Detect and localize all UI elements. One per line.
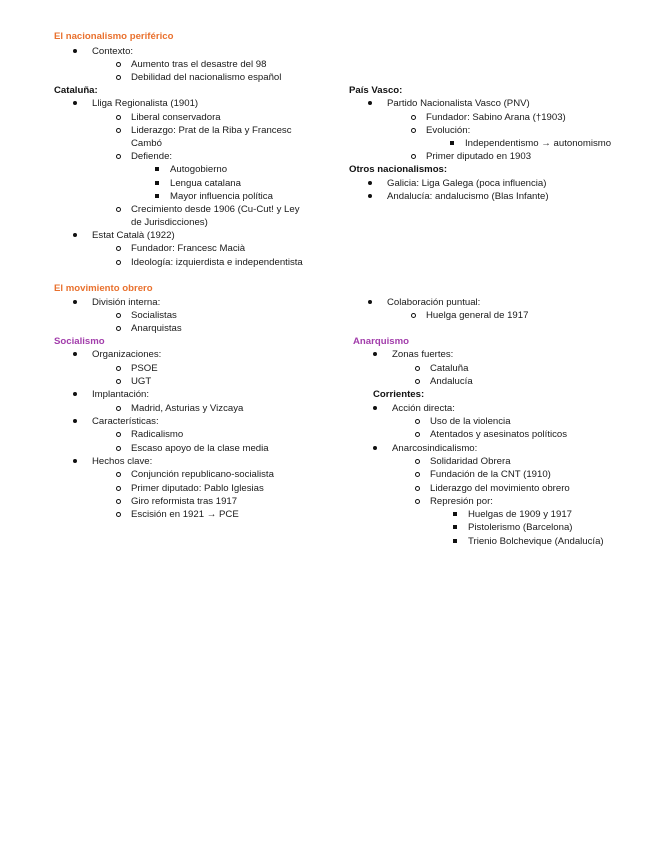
- pnv-sub-item: Primer diputado en 1903: [426, 151, 532, 162]
- lliga-sub-item: Liberal conservadora: [131, 112, 221, 123]
- heading-pais-vasco: País Vasco:: [349, 85, 403, 96]
- otros-item: Andalucía: andalucismo (Blas Infante): [387, 191, 549, 202]
- heading-otros: Otros nacionalismos:: [349, 164, 448, 175]
- pnv-sub-item: Evolución:: [426, 125, 471, 136]
- lliga-sub-item-cont: de Jurisdicciones): [131, 217, 208, 228]
- anarco-sub-item: Liderazgo del movimiento obrero: [430, 483, 570, 494]
- heading-socialismo: Socialismo: [54, 336, 105, 347]
- zonas-sub-item: Cataluña: [430, 363, 469, 374]
- lliga-item: Lliga Regionalista (1901): [92, 98, 199, 109]
- estat-sub-item: Ideología: izquierdista e independentista: [131, 257, 303, 268]
- represion-item: Pistolerismo (Barcelona): [468, 522, 573, 533]
- contexto-sub-item: Debilidad del nacionalismo español: [131, 72, 282, 83]
- defiende-item: Lengua catalana: [170, 178, 241, 189]
- accion-sub-item: Atentados y asesinatos políticos: [430, 429, 568, 440]
- evolucion-item: Independentismo → autonomismo: [465, 138, 612, 149]
- hechos-sub-item: Primer diputado: Pablo Iglesias: [131, 483, 264, 494]
- anarco-sub-item: Fundación de la CNT (1910): [430, 469, 551, 480]
- estat-sub-item: Fundador: Francesc Macià: [131, 243, 246, 254]
- pnv-item: Partido Nacionalista Vasco (PNV): [387, 98, 530, 109]
- defiende-item: Mayor influencia política: [170, 191, 273, 202]
- division-sub-item: Socialistas: [131, 310, 177, 321]
- contexto-item: Contexto:: [92, 46, 134, 57]
- section-title-obrero: El movimiento obrero: [54, 283, 153, 294]
- represion-item: Trienio Bolchevique (Andalucía): [468, 536, 604, 547]
- anarco-item: Anarcosindicalismo:: [392, 443, 478, 454]
- implantacion-sub-item: Madrid, Asturias y Vizcaya: [131, 403, 244, 414]
- colaboracion-sub-item: Huelga general de 1917: [426, 310, 529, 321]
- colaboracion-item: Colaboración puntual:: [387, 297, 481, 308]
- hechos-sub-item: Giro reformista tras 1917: [131, 496, 238, 507]
- caracteristicas-item: Características:: [92, 416, 159, 427]
- lliga-sub-item: Defiende:: [131, 151, 173, 162]
- anarco-sub-item: Solidaridad Obrera: [430, 456, 511, 467]
- accion-item: Acción directa:: [392, 403, 455, 414]
- hechos-item: Hechos clave:: [92, 456, 153, 467]
- lliga-sub-item: Liderazgo: Prat de la Riba y Francesc: [131, 125, 292, 136]
- zonas-sub-item: Andalucía: [430, 376, 473, 387]
- contexto-sub-item: Aumento tras el desastre del 98: [131, 59, 267, 70]
- heading-cataluna: Cataluña:: [54, 85, 98, 96]
- pnv-sub-item: Fundador: Sabino Arana (†1903): [426, 112, 566, 123]
- organizaciones-sub-item: PSOE: [131, 363, 158, 374]
- accion-sub-item: Uso de la violencia: [430, 416, 511, 427]
- estat-item: Estat Català (1922): [92, 230, 175, 241]
- otros-item: Galicia: Liga Galega (poca influencia): [387, 178, 547, 189]
- division-item: División interna:: [92, 297, 161, 308]
- hechos-sub-item: Escisión en 1921 → PCE: [131, 509, 239, 520]
- anarco-sub-item: Represión por:: [430, 496, 493, 507]
- division-sub-item: Anarquistas: [131, 323, 182, 334]
- caracteristicas-sub-item: Radicalismo: [131, 429, 184, 440]
- lliga-sub-item: Crecimiento desde 1906 (Cu-Cut! y Ley: [131, 204, 300, 215]
- represion-item: Huelgas de 1909 y 1917: [468, 509, 573, 520]
- lliga-sub-item-cont: Cambó: [131, 138, 162, 149]
- caracteristicas-sub-item: Escaso apoyo de la clase media: [131, 443, 269, 454]
- organizaciones-item: Organizaciones:: [92, 349, 162, 360]
- hechos-sub-item: Conjunción republicano-socialista: [131, 469, 274, 480]
- organizaciones-sub-item: UGT: [131, 376, 152, 387]
- implantacion-item: Implantación:: [92, 389, 150, 400]
- defiende-item: Autogobierno: [170, 164, 228, 175]
- section-title-nacionalismo: El nacionalismo periférico: [54, 31, 174, 42]
- heading-corrientes: Corrientes:: [373, 389, 425, 400]
- zonas-item: Zonas fuertes:: [392, 349, 454, 360]
- heading-anarquismo: Anarquismo: [353, 336, 409, 347]
